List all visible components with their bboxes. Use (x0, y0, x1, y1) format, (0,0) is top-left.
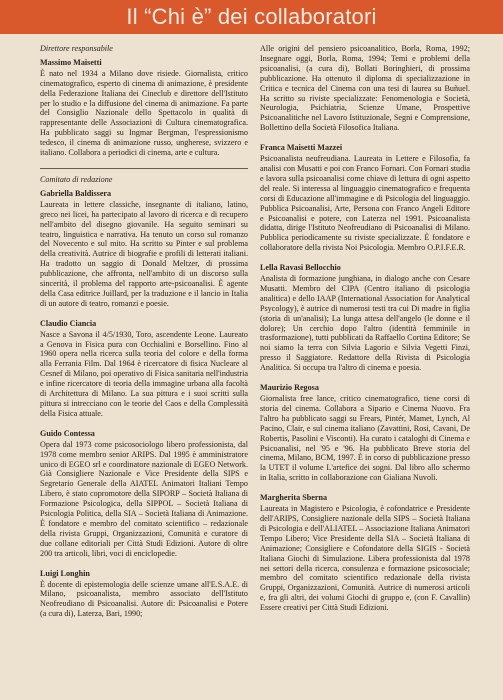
section-divider (40, 168, 248, 169)
person-name: Gabriella Baldissera (40, 188, 112, 198)
left-column (40, 44, 248, 629)
continued-bio: Alle origini del pensiero psicoanalitico, Borla, Roma, 1992; Insegnare oggi, Borla, Roma, 1994; Temi e problemi della psicoanalisi, (a cura di), Bollati Boringhieri, di prossima pubblicazione. Ha ottenuto il diploma di specializzazione in Critica e tecnica del Cinema con una tesi di laurea su Buñuel. Ha scritto su riviste specializzate: Fenomenologia e Società, Neurologia, Psichiatria, Scienze Umane, Prospettive Psicoanalitiche nel Lavoro Istituzionale, Segni e Comprensione, Bollettino della Società Filosofica Italiana. (260, 44, 470, 133)
person-bio: Psicoanalista neufreudiana. Laureata in Lettere e Filosofia, fa analisi con Musatti e poi con Franco Fornari. Con Fornari studia e lavora sulla psicoanalisi come chiave di lettura di ogni aspetto del reale. Si interessa al linguaggio cinematografico e frequenta corsi di Educazione all'immagine e di Psicologia del linguaggio. Pubblica Psicoanalisi, Arte, Persona con Franco Angeli Editore e Psicoanalisi e potere, con Laterza nel 1991. Psicoanalista didatta, dirige l'Istituto Neofreudiano di Psicoanalisi di Milano. Pubblica periodicamente su riviste specializzate. È fondatore e collaboratore della rivista Noi Psicologia. Membro O.P.I.F.E.R. (260, 154, 470, 253)
page-header (0, 0, 503, 34)
person-entry (260, 383, 470, 483)
person-bio: È docente di epistemologia delle scienze umane all'E.S.A.E. di Milano, psicoanalista, membro associato dell'Istituto Neofreudiano di Psicoanalisi. Autore di: Psicoanalisi e Potere (a cura di), Laterza, Bari, 1990; (40, 579, 248, 619)
person-bio: È nato nel 1934 a Milano dove risiede. Giornalista, critico cinematografico, esperto di cinema di animazione, è presidente della Federazione Italiana dei Cineclub e direttore dell'Istituto per lo studio e la diffusione del cinema di animazione. Fa parte del Consiglio Nazionale dello Spettacolo in qualità di rappresentante delle Associazioni di Cultura cinematografica. Ha pubblicato saggi su Ingmar Bergman, l'espressionismo tedesco, il cinema di animazione russo, ungherese, svizzero e italiano. Collabora a periodici di cinema, arte e cultura. (40, 68, 248, 158)
person-bio: Opera dal 1973 come psicosociologo libero professionista, dal 1978 come membro senior ARIPS. Dal 1995 è amministratore unico di EGEO srl e coordinatore nazionale di EGEO Network. Già Consigliere Nazionale e Vice Presidente della SIPS e Segretario Generale della AIATEL Animatori Italiani Tempo Libero, è stato copromotore della SIPORP – Società Italiana di Formazione Psicologica, della SIPPOL – Società Italiana di Psicologia Politica, della SIA – Società Italiana di Animazione. È fondatore e membro del comitato scientifico – redazionale della rivista Gruppi, Organizzazioni, Comunità e curatore di due collane editoriali per Città Studi Edizioni. Autore di oltre 200 tra articoli, libri, voci di enciclopedie. (40, 439, 248, 558)
person-name: Lella Ravasi Bellocchio (260, 263, 341, 273)
director-section-label: Direttore responsabile (40, 44, 113, 53)
person-entry (260, 263, 470, 373)
person-bio: Giornalista free lance, critico cinematografico, tiene corsi di storia del cinema. Collabora a Sipario e Cinema Nuovo. Fra l'altro ha pubblicato saggi su Frears, Pintér, Mamet, Lynch, Al Pacino, Clair, e sul cinema italiano (Zavattini, Rosi, Cavani, De Robertis, Pasolini e Visconti). Ha curato i cataloghi di Cinema e Psicoanalisi, nel '95 e '96. Ha pubblicato Breve storia del cinema, Milano, BCM, 1997. È in corso di pubblicazione presso la UTET il volume L'artefice dei sogni. Dal libro allo schermo in Italia, scritto in collaborazione con Gialiana Nuvoli. (260, 394, 470, 483)
person-entry (260, 493, 470, 613)
director-entry (40, 58, 248, 158)
person-name: Margherita Sberna (260, 493, 328, 503)
person-name: Claudio Ciancia (40, 318, 97, 328)
page-title: Il “Chi è” dei collaboratori (126, 4, 377, 29)
person-entry (40, 569, 248, 620)
right-column (260, 44, 470, 623)
person-bio: Analista di formazione junghiana, in dialogo anche con Cesare Musatti. Membro del CIPA (Centro italiano di psicologia analitica) e dello IAAP (International Association for Analytical Psycology), è autrice di numerosi testi tra cui Di madre in figlia (storia di un'analisi); La lunga attesa dell'angelo (le donne e il dolore); Un cerchio dopo l'altro (identità femminile in trasformazione), tutti pubblicati da Raffaello Cortina Editore; Se noi siamo la terra con Silvia Lagorio e Silvia Vegetti Finzi, presso il Saggiatore. Redattore della Rivista di Psicologia Analitica. Si occupa tra l'altro di cinema e poesia. (260, 274, 470, 373)
person-bio: Laureata in Magistero e Psicologia, è cofondatrice e Presidente dell'ARIPS, Consigliere nazionale della SIPS – Società Italiana di Psicologia e dell'ALIATEL – Associazione Italiana Animatori Tempo Libero; Vice Presidente della SIA – Società Italiana di Animazione; Consigliere e Cofondatore della SIGIS - Società Italiana Giochi di Simulazione. Libera professionista dal 1978 nei settori della ricerca, consulenza e formazione psicosociale; membro del comitato scientifico redazionale della rivista Gruppi, Organizzazioni, Comunità. Autrice di numerosi articoli e, fra gli altri, dei volumi Giochi di gruppo e, (con F. Cavallin) Essere creativi per Città Studi Edizioni. (260, 504, 470, 613)
person-entry (40, 189, 248, 309)
person-entry (40, 319, 248, 419)
person-name: Luigi Longhin (40, 568, 90, 578)
person-name: Franca Maisetti Mazzei (260, 143, 343, 153)
person-bio: Nasce a Savona il 4/5/1930, Toro, ascendente Leone. Laureato a Genova in Fisica pura con Occhialini e Borsellino. Fino al 1960 opera nella ricerca sulla teoria del colore e della forma alla Ferrania Film. Dal 1964 è ricercatore di fisica Nucleare al Cesnef di Milano, poi operativo di Fisica sanitaria nell'industria e infine ricercatore di teoria della immagine urbana alla facoltà di Architettura di Milano. La sua pittura e i suoi scritti sulla pittura si intrecciano con le teorie del Caos e della Complessità della Fisica attuale. (40, 329, 248, 418)
committee-section-label: Comitato di redazione (40, 174, 113, 184)
person-name: Massimo Maisetti (40, 57, 102, 67)
person-bio: Laureata in lettere classiche, insegnante di italiano, latino, greco nei licei, ha partecipato al lavoro di ricerca e di recupero nell'ambito del disegno giovanile. Ha seguito seminari su teatro, linguistica e narrativa. Ha tenuto un corso sul romanzo del Novecento e sul mito. Ha scritto su Pinter e sul problema della creatività. Autrice di biografie e profili di letterati italiani. Ha tradotto un saggio di Donald Meltzer, di prossima pubblicazione, che affronta, nell'ambito di un discorso sulla sincerità, il problema del rapporto arte-psicoanalisi. È agente della Casa editrice Juillard, per la traduzione e il lancio in Italia di un autore di teatro, romanzi e poesie. (40, 199, 248, 308)
person-name: Maurizio Regosa (260, 383, 319, 393)
page-body (40, 44, 470, 694)
person-name: Guido Contessa (40, 428, 95, 438)
person-entry (260, 143, 470, 253)
person-entry (40, 429, 248, 559)
